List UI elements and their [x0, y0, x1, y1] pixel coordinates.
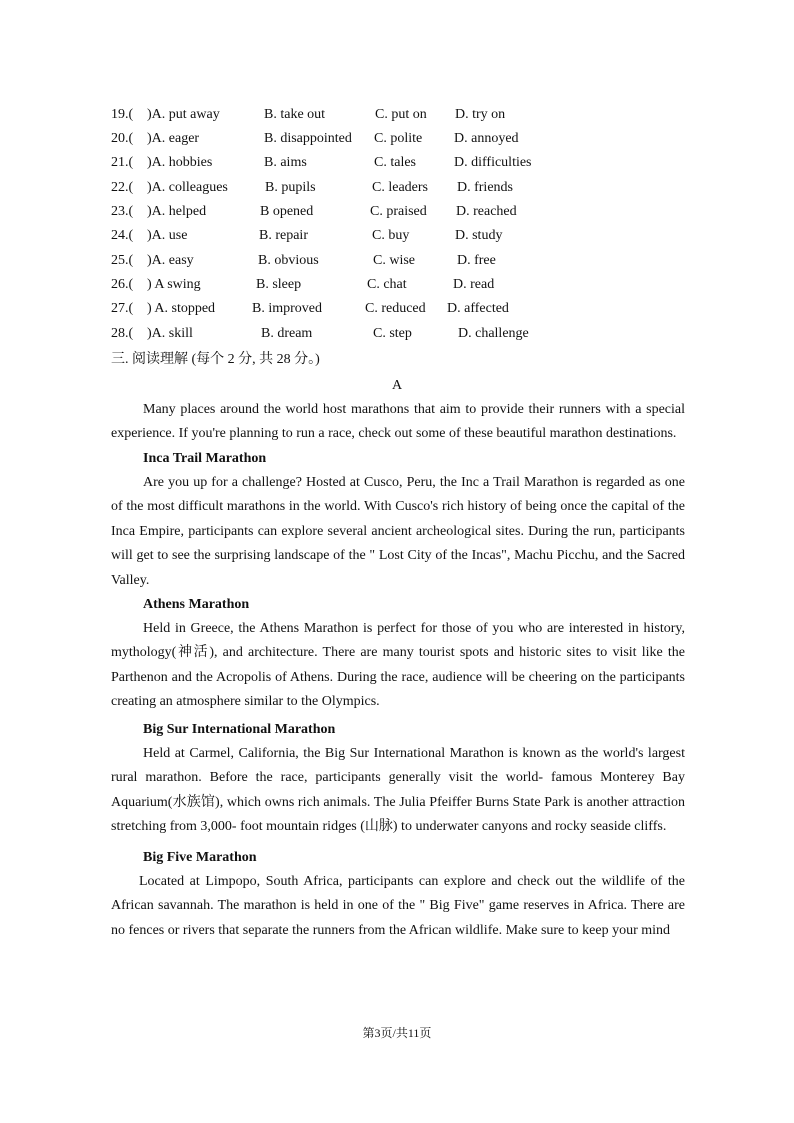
option-d: D. friends: [457, 180, 513, 195]
option-b: B. sleep: [256, 277, 302, 292]
option-d: D. try on: [455, 107, 506, 122]
option-a: )A. hobbies: [147, 155, 213, 170]
marathon-heading: Inca Trail Marathon: [143, 451, 267, 466]
marathon-heading: Big Five Marathon: [143, 850, 257, 865]
marathon-paragraph: Located at Limpopo, South Africa, participants can explore and check out the wildlife of the African savannah. The marathon is held in one of the " Big Five" game reserves in Africa. There are no fences or rivers that separate the runners from the African wildlife. Make sure to keep your mind: [111, 874, 685, 938]
option-a: )A. eager: [147, 131, 200, 146]
question-number: 27.(: [111, 301, 134, 316]
question-row: [0, 105, 794, 125]
question-number: 26.(: [111, 277, 134, 292]
option-a: )A. put away: [147, 107, 220, 122]
option-b: B. disappointed: [264, 131, 352, 146]
option-b: B. improved: [252, 301, 322, 316]
marathon-paragraph: Held in Greece, the Athens Marathon is perfect for those of you who are interested in history, mythology(神活), and architecture. There are many tourist spots and historic sites to visit like the Parthenon and the Acropolis of Athens. During the race, audience will be cheering on the participants creating an atmosphere similar to the Olympics.: [111, 621, 685, 710]
option-a: )A. colleagues: [147, 180, 228, 195]
section-title: 三. 阅读理解 (每个 2 分, 共 28 分。): [111, 352, 320, 367]
option-a: )A. helped: [147, 204, 207, 219]
option-c: C. reduced: [365, 301, 426, 316]
question-row: [0, 275, 794, 295]
option-c: C. wise: [373, 253, 415, 268]
option-b: B. repair: [259, 228, 308, 243]
option-b: B opened: [260, 204, 314, 219]
option-b: B. aims: [264, 155, 307, 170]
question-row: [0, 178, 794, 198]
option-d: D. free: [457, 253, 496, 268]
marathon-heading: Big Sur International Marathon: [143, 722, 336, 737]
option-d: D. read: [453, 277, 495, 292]
question-row: [0, 324, 794, 344]
option-a: )A. easy: [147, 253, 194, 268]
marathon-paragraph: Are you up for a challenge? Hosted at Cusco, Peru, the Inc a Trail Marathon is regarded as one of the most difficult marathons in the world. With Cusco's rich history of being once the capital of the Inca Empire, participants can explore several ancient archeological sites. During the run, participants will get to see the surprising landscape of the " Lost City of the Incas", Machu Picchu, and the Sacred Valley.: [111, 475, 685, 588]
question-row: [0, 202, 794, 222]
question-row: [0, 299, 794, 319]
option-c: C. leaders: [372, 180, 428, 195]
option-c: C. polite: [374, 131, 423, 146]
option-d: D. reached: [456, 204, 517, 219]
option-c: C. praised: [370, 204, 427, 219]
option-b: B. dream: [261, 326, 313, 341]
option-d: D. difficulties: [454, 155, 532, 170]
question-number: 19.(: [111, 107, 134, 122]
question-row: [0, 251, 794, 271]
question-number: 22.(: [111, 180, 134, 195]
page-number: 第3页/共11页: [362, 1026, 432, 1040]
marathon-heading: Athens Marathon: [143, 597, 250, 612]
option-b: B. pupils: [265, 180, 316, 195]
option-b: B. obvious: [258, 253, 319, 268]
option-a: ) A. stopped: [147, 301, 216, 316]
question-number: 20.(: [111, 131, 134, 146]
question-number: 25.(: [111, 253, 134, 268]
passage-label: A: [391, 378, 403, 393]
option-b: B. take out: [264, 107, 326, 122]
option-c: C. buy: [372, 228, 410, 243]
question-number: 28.(: [111, 326, 134, 341]
question-row: [0, 153, 794, 173]
question-number: 23.(: [111, 204, 134, 219]
marathon-paragraph: Held at Carmel, California, the Big Sur International Marathon is known as the world's largest rural marathon. Before the race, participants generally visit the world- famous Monterey Bay Aquarium(水族馆), which owns rich animals. The Julia Pfeiffer Burns State Park is another attraction stretching from 3,000- foot mountain ridges (山脉) to underwater canyons and rocky seaside cliffs.: [111, 746, 685, 835]
option-c: C. step: [373, 326, 412, 341]
intro-paragraph: Many places around the world host marathons that aim to provide their runners with a special experience. If you're planning to run a race, check out some of these beautiful marathon destinations.: [111, 402, 685, 442]
option-c: C. chat: [367, 277, 407, 292]
question-row: [0, 226, 794, 246]
option-a: )A. skill: [147, 326, 193, 341]
question-row: [0, 129, 794, 149]
option-c: C. put on: [375, 107, 427, 122]
option-a: )A. use: [147, 228, 188, 243]
option-d: D. study: [455, 228, 503, 243]
option-a: ) A swing: [147, 277, 201, 292]
option-d: D. affected: [447, 301, 509, 316]
option-c: C. tales: [374, 155, 416, 170]
option-d: D. annoyed: [454, 131, 519, 146]
question-number: 21.(: [111, 155, 134, 170]
question-number: 24.(: [111, 228, 134, 243]
option-d: D. challenge: [458, 326, 529, 341]
